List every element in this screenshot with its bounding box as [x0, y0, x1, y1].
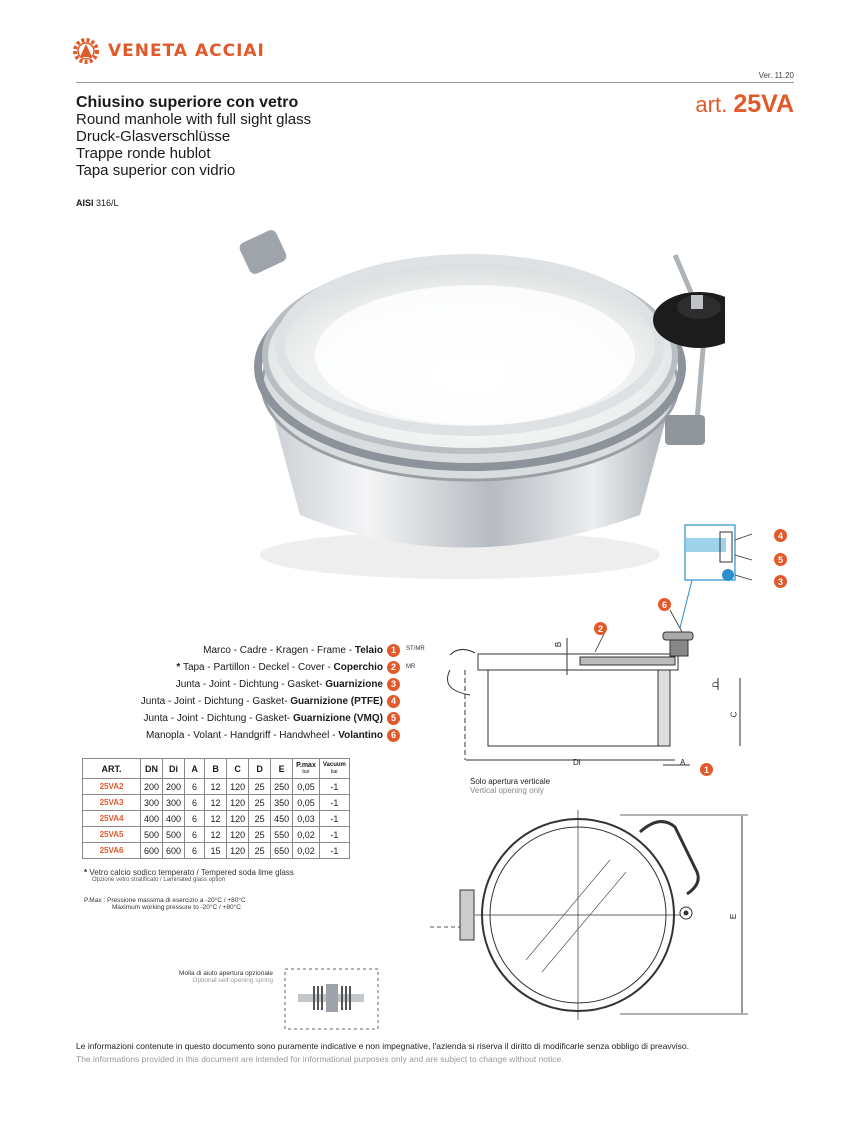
brand-name: VENETA ACCIAI — [108, 41, 265, 61]
dim-C: C — [729, 711, 739, 718]
header-divider — [76, 82, 794, 83]
glass-option-note: Opzione vetro stratificato / Laminated glass option — [92, 877, 226, 883]
callout-3: 3 — [774, 575, 787, 588]
title-it: Chiusino superiore con vetro — [76, 94, 299, 111]
table-row: 25VA2 200 200 6 12 120 25 250 0,05 -1 — [83, 779, 350, 795]
legend-item-cover: * Tapa - Partillon - Deckel - Cover - Coperchio 2 — [141, 659, 400, 676]
table-row: 25VA6 600 600 6 15 120 25 650 0,02 -1 — [83, 843, 350, 859]
legend-item-frame: Marco - Cadre - Kragen - Frame - Telaio 1 — [141, 642, 400, 659]
callout-5: 5 — [774, 553, 787, 566]
callout-badge: 2 — [387, 661, 400, 674]
technical-drawing — [430, 520, 820, 1020]
dim-B: B — [554, 641, 564, 648]
legend-item-gasket: Junta - Joint - Dichtung - Gasket- Guarnizione 3 — [141, 676, 400, 693]
article-code — [695, 90, 794, 119]
product-titles — [76, 94, 311, 179]
title-de: Druck-Glasverschlüsse — [76, 128, 231, 145]
material-spec — [76, 198, 119, 208]
callout-badge: 6 — [387, 729, 400, 742]
disclaimer-en: The informations provided in this document are intended for informational purposes only and are subject to change without notice. — [76, 1054, 564, 1064]
pmax-note: P.Max : Pressione massima di esercizio a -20°C / +80°C Maximum working pressure to -20°C / +80°C — [84, 897, 246, 911]
title-es: Tapa superior con vidrio — [76, 162, 236, 179]
glass-note: * Vetro calcio sodico temperato / Tempered soda lime glass Opzione vetro stratificato / Laminated glass option — [84, 868, 294, 883]
legend-item-gasket-ptfe: Junta - Joint - Dichtung - Gasket- Guarnizione (PTFE) 4 — [141, 693, 400, 710]
table-header-row: ART. DN Di A B C D E P.max bar Vacuum bar — [83, 759, 350, 779]
table-row: 25VA3 300 300 6 12 120 25 350 0,05 -1 — [83, 795, 350, 811]
dim-E: E — [729, 913, 739, 920]
callout-6: 6 — [658, 598, 671, 611]
title-fr: Trappe ronde hublot — [76, 145, 211, 162]
callout-4: 4 — [774, 529, 787, 542]
brand-logo — [70, 36, 265, 66]
material-value: 316/L — [96, 198, 119, 208]
parts-legend — [141, 642, 400, 744]
table-row: 25VA4 400 400 6 12 120 25 450 0,03 -1 — [83, 811, 350, 827]
dim-A: A — [680, 758, 686, 767]
spring-illustration — [284, 968, 379, 1030]
material-code-frame: ST/MR — [406, 646, 425, 652]
article-prefix: art. — [695, 92, 728, 117]
legend-item-gasket-vmq: Junta - Joint - Dichtung - Gasket- Guarnizione (VMQ) 5 — [141, 710, 400, 727]
callout-1: 1 — [700, 763, 713, 776]
gear-logo-icon — [70, 36, 102, 66]
title-en: Round manhole with full sight glass — [76, 111, 312, 128]
material-label: AISI — [76, 198, 94, 208]
callout-badge: 1 — [387, 644, 400, 657]
version-label: Ver. 11.20 — [758, 71, 794, 80]
disclaimer-it: Le informazioni contenute in questo documento sono puramente indicative e non impegnative, l'azienda si riserva il diritto di modificarle senza obbligo di preavviso. — [76, 1041, 690, 1051]
dim-Di: Di — [573, 758, 581, 767]
callout-badge: 5 — [387, 712, 400, 725]
material-code-cover: MR — [406, 664, 416, 670]
legend-item-handwheel: Manopla - Volant - Handgriff - Handwheel - Volantino 6 — [141, 727, 400, 744]
dim-D: D — [711, 681, 721, 688]
callout-badge: 3 — [387, 678, 400, 691]
article-number: 25VA — [733, 90, 794, 118]
callout-badge: 4 — [387, 695, 400, 708]
spring-note: Molla di aiuto apertura opzionale Optional self opening spring — [179, 970, 273, 984]
spec-table — [82, 758, 350, 859]
table-row: 25VA5 500 500 6 12 120 25 550 0,02 -1 — [83, 827, 350, 843]
callout-2: 2 — [594, 622, 607, 635]
vertical-note: Solo apertura verticale Vertical opening only — [470, 777, 551, 795]
